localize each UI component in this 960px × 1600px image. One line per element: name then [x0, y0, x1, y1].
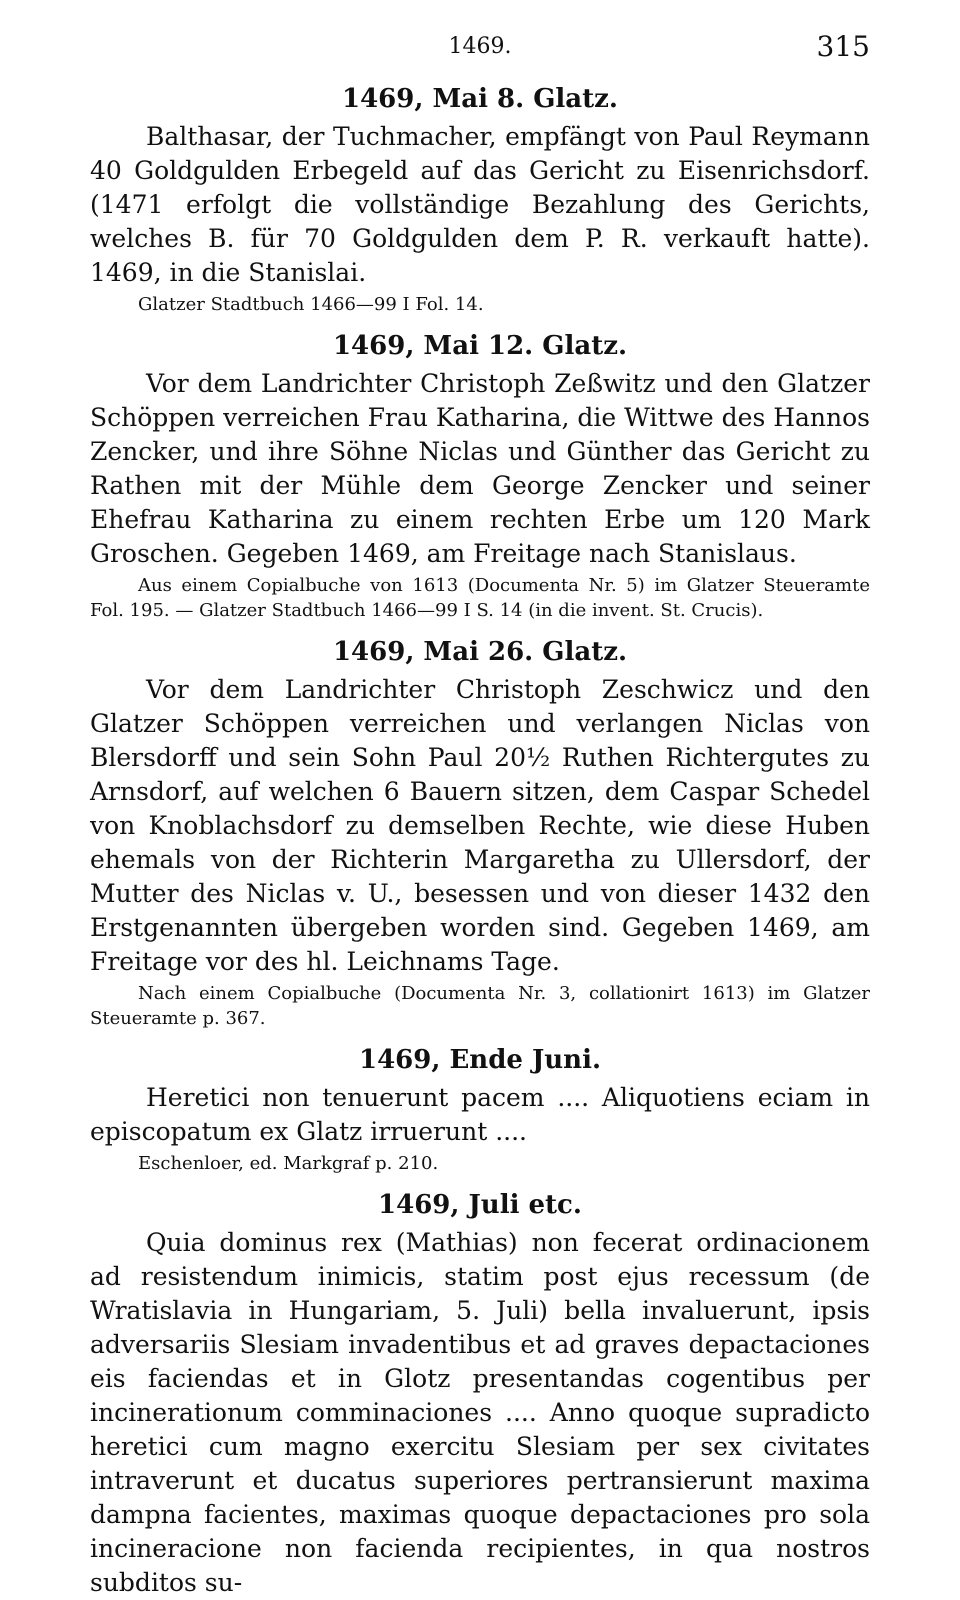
entry-source: Eschenloer, ed. Markgraf p. 210. [138, 1153, 439, 1174]
entry-text: Vor dem Landrichter Christoph Zeßwitz und den Glatzer Schöppen verreichen Frau Katharina, die Wittwe des Hannos Zencker, und ihre Söhne Niclas und Günther das Gericht zu Rathen mit der Mühle dem George Zencker und seiner Ehefrau Katharina zu einem rechten Erbe um 120 Mark Groschen. Gegeben 1469, am Freitage nach Stanislaus. [90, 369, 871, 568]
entry-text: Balthasar, der Tuchmacher, empfängt von Paul Reymann 40 Goldgulden Erbegeld auf das Gericht zu Eisenrichsdorf. (1471 erfolgt die vollständige Bezahlung des Gerichts, welches B. für 70 Goldgulden dem P. R. verkauft hatte). 1469, in die Stanislai. [90, 122, 870, 287]
entry-2 [90, 327, 870, 623]
entry-text: Vor dem Landrichter Christoph Zeschwicz und den Glatzer Schöppen verreichen und verlangen Niclas von Blersdorff und sein Sohn Paul 20½ Ruthen Richtergutes zu Arnsdorf, auf welchen 6 Bauern sitzen, dem Caspar Schedel von Knoblachsdorf zu demselben Rechte, wie diese Huben ehemals von der Richterin Margaretha zu Ullersdorf, der Mutter des Niclas v. U., besessen und von dieser 1432 den Erstgenannten übergeben worden sind. Gegeben 1469, am Freitage vor des hl. Leichnams Tage. [90, 675, 870, 976]
entry-1 [90, 80, 870, 317]
entry-heading: 1469, Mai 8. Glatz. [342, 84, 618, 114]
entry-heading: 1469, Juli etc. [378, 1190, 582, 1220]
entry-source: Nach einem Copialbuche (Documenta Nr. 3, collationirt 1613) im Glatzer Steueramte p. 367. [90, 983, 870, 1029]
entry-source: Aus einem Copialbuche von 1613 (Documenta Nr. 5) im Glatzer Steueramte Fol. 195. — Glatzer Stadtbuch 1466—99 I S. 14 (in die invent. St. Crucis). [90, 575, 870, 621]
page-number: 315 [816, 30, 870, 63]
entry-4 [90, 1041, 870, 1176]
entry-heading: 1469, Mai 26. Glatz. [332, 637, 628, 667]
entry-5 [90, 1186, 870, 1600]
entry-3 [90, 633, 870, 1031]
entry-text: Heretici non tenuerunt pacem .... Aliquotiens eciam in episcopatum ex Glatz irruerunt .... [90, 1083, 870, 1146]
entry-heading: 1469, Mai 12. Glatz. [332, 331, 628, 361]
entry-text: Quia dominus rex (Mathias) non fecerat ordinacionem ad resistendum inimicis, statim post ejus recessum (de Wratislavia in Hungariam, 5. Juli) bella invaluerunt, ipsis adversariis Slesiam invadentibus et ad graves depactaciones eis faciendas et in Glotz presentandas cogentibus per incinerationum comminaciones .... Anno quoque supradicto heretici cum magno exercitu Slesiam per sex civitates intraverunt et ducatus superiores pertransierunt maxima dampna facientes, maximas quoque depactaciones pro sola incineracione non facienda recipientes, in qua nostros subditos su- [90, 1228, 870, 1597]
entry-heading: 1469, Ende Juni. [359, 1045, 601, 1075]
document-page [90, 30, 870, 1600]
entry-source: Glatzer Stadtbuch 1466—99 I Fol. 14. [138, 294, 484, 315]
page-header [90, 30, 870, 70]
running-title: 1469. [448, 34, 512, 59]
